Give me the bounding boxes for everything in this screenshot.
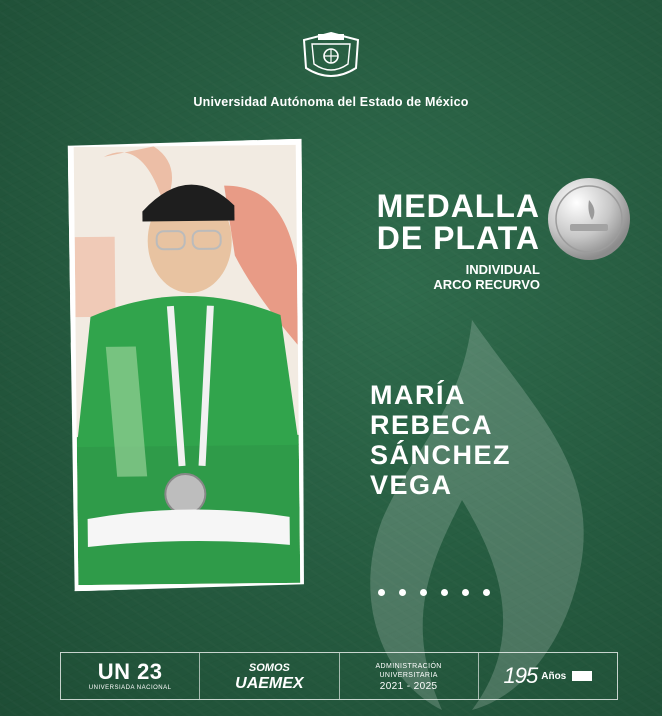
athlete-photo — [68, 139, 307, 591]
footer-unt-logo — [61, 653, 199, 699]
anniversary-bar-icon — [572, 671, 592, 681]
pagination-dot — [483, 589, 490, 596]
pagination-dot — [462, 589, 469, 596]
footer-admin-logo — [339, 653, 478, 699]
medal-title — [332, 190, 540, 254]
footer-anniversary-logo — [478, 653, 617, 699]
pagination-dots — [378, 589, 490, 596]
footer-logos — [60, 652, 618, 700]
anniversary-number: 195 — [503, 663, 538, 688]
silver-medal-icon — [546, 176, 632, 262]
uaemex-text: UAEMEX — [235, 675, 304, 692]
athlete-name-line4: VEGA — [370, 470, 453, 500]
pagination-dot — [399, 589, 406, 596]
somos-text: SOMOS — [248, 662, 290, 674]
event-line1: INDIVIDUAL — [465, 262, 540, 277]
athlete-illustration — [74, 145, 301, 585]
footer-somos-logo — [199, 653, 338, 699]
admin-line1: ADMINISTRACIÓN — [375, 662, 442, 670]
admin-years: 2021 - 2025 — [379, 680, 438, 692]
unt-logo-subtitle: UNIVERSIADA NACIONAL — [88, 685, 172, 691]
medal-title-line2: DE PLATA — [376, 220, 540, 256]
athlete-name — [370, 380, 511, 500]
pagination-dot — [441, 589, 448, 596]
athlete-name-line3: SÁNCHEZ — [370, 440, 512, 470]
medal-title-line1: MEDALLA — [376, 188, 540, 224]
athlete-name-line2: REBECA — [370, 410, 494, 440]
pagination-dot — [420, 589, 427, 596]
event-category — [360, 262, 540, 292]
university-crest-icon — [298, 30, 364, 84]
pagination-dot — [378, 589, 385, 596]
unt-logo-text: UN 23 — [97, 659, 163, 684]
event-line2: ARCO RECURVO — [433, 277, 540, 292]
header — [0, 30, 662, 109]
admin-line2: UNIVERSITARIA — [379, 671, 438, 679]
anniversary-word: Años — [541, 670, 567, 682]
university-name: Universidad Autónoma del Estado de México — [193, 95, 469, 109]
athlete-name-line1: MARÍA — [370, 380, 466, 410]
